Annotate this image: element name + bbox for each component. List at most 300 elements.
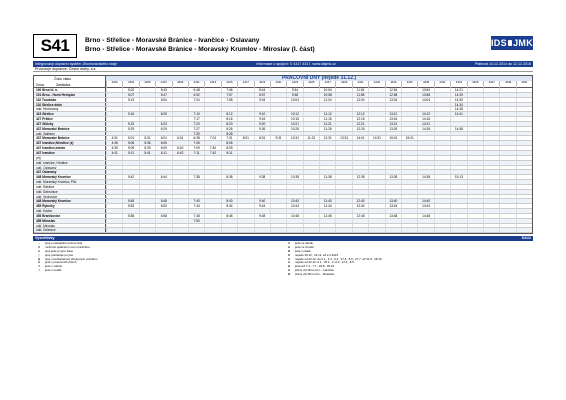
time-cell xyxy=(434,161,450,165)
time-cell xyxy=(401,170,417,174)
legend-text: možnost uplatnění vozu umožněno xyxy=(45,246,90,250)
time-cell: 11:44 xyxy=(319,204,335,208)
time-cell xyxy=(139,93,155,97)
time-cell xyxy=(385,107,401,111)
time-cell xyxy=(122,132,138,136)
time-cell xyxy=(335,141,351,145)
time-cell xyxy=(303,190,319,194)
time-cell xyxy=(467,170,483,174)
time-cell xyxy=(254,146,270,150)
time-cell xyxy=(434,146,450,150)
time-cell: 9:48 xyxy=(254,214,270,218)
stop-label: 427 Silůvky xyxy=(36,121,54,126)
time-cell xyxy=(368,98,384,102)
timetable-rows xyxy=(34,88,532,233)
route-line-1: Brno - Střelice - Moravské Bránice - Ivančice - Oslavany xyxy=(85,37,260,44)
time-cell xyxy=(434,103,450,107)
time-cell xyxy=(139,122,155,126)
time-cell xyxy=(417,180,433,184)
time-cell xyxy=(204,156,220,160)
time-cell xyxy=(286,190,302,194)
time-cell xyxy=(385,151,401,155)
trip-number: 4451 xyxy=(516,81,532,88)
time-cell xyxy=(516,112,532,116)
time-cell xyxy=(319,151,335,155)
time-cell xyxy=(385,170,401,174)
time-cell xyxy=(319,107,335,111)
time-cell xyxy=(483,156,499,160)
time-cell xyxy=(516,228,532,232)
time-cell xyxy=(352,219,368,223)
time-cell xyxy=(499,136,515,140)
time-cell xyxy=(467,156,483,160)
trip-number: 4401 xyxy=(106,81,122,88)
time-cell xyxy=(352,185,368,189)
time-cell xyxy=(303,98,319,102)
stop-name xyxy=(34,146,106,150)
time-cell xyxy=(352,151,368,155)
time-cell xyxy=(122,156,138,160)
time-cell xyxy=(516,93,532,97)
time-cell xyxy=(368,180,384,184)
grid-header xyxy=(34,76,532,88)
time-cell xyxy=(221,156,237,160)
time-cell xyxy=(204,107,220,111)
time-cell xyxy=(139,170,155,174)
time-cell xyxy=(254,209,270,213)
time-cell xyxy=(155,117,171,121)
time-cell xyxy=(172,166,188,170)
time-cell xyxy=(368,103,384,107)
time-cell xyxy=(319,190,335,194)
time-cell xyxy=(122,224,138,228)
stop-name xyxy=(34,219,106,223)
time-cell xyxy=(155,224,171,228)
time-cell xyxy=(303,93,319,97)
time-cell xyxy=(385,103,401,107)
time-cell xyxy=(221,170,237,174)
time-cell: 10:31 xyxy=(286,136,302,140)
time-cell xyxy=(237,190,253,194)
time-cell: 10:40 xyxy=(286,199,302,203)
time-cell xyxy=(368,195,384,199)
time-cell: 9:34 xyxy=(286,88,302,92)
time-cell xyxy=(368,93,384,97)
time-cell xyxy=(516,122,532,126)
time-cell xyxy=(237,122,253,126)
time-cell xyxy=(467,195,483,199)
time-cell xyxy=(467,209,483,213)
stop-name xyxy=(34,107,106,111)
time-cell xyxy=(270,204,286,208)
table-row xyxy=(34,228,532,233)
time-cell xyxy=(368,219,384,223)
time-cell xyxy=(499,122,515,126)
time-cell xyxy=(106,161,122,165)
time-cell xyxy=(352,209,368,213)
time-cell: 7:09 xyxy=(188,146,204,150)
time-cell: 7:46 xyxy=(221,88,237,92)
time-cell xyxy=(172,190,188,194)
time-cell xyxy=(516,166,532,170)
time-cell: 10:21 xyxy=(286,122,302,126)
time-cell xyxy=(139,195,155,199)
time-cell xyxy=(139,132,155,136)
time-cell xyxy=(204,93,220,97)
time-cell xyxy=(450,228,466,232)
time-cell xyxy=(434,98,450,102)
trip-number: 4425 xyxy=(303,81,319,88)
time-cell xyxy=(417,195,433,199)
time-cell xyxy=(483,141,499,145)
time-cell xyxy=(450,151,466,155)
time-cell xyxy=(385,190,401,194)
timetable-grid xyxy=(33,75,533,234)
time-cell xyxy=(467,146,483,150)
time-cell: 5:07 xyxy=(122,93,138,97)
time-cell xyxy=(139,204,155,208)
time-cell xyxy=(319,103,335,107)
time-cell: 5:41 xyxy=(139,151,155,155)
time-cell xyxy=(352,146,368,150)
time-cell xyxy=(303,204,319,208)
time-cell xyxy=(106,199,122,203)
time-cell xyxy=(450,219,466,223)
time-cell xyxy=(188,180,204,184)
time-cell: 10:04 xyxy=(286,98,302,102)
time-cell: 12:12 xyxy=(352,112,368,116)
time-cell xyxy=(106,209,122,213)
time-cell xyxy=(319,224,335,228)
time-cell: 13:12 xyxy=(385,112,401,116)
time-cell: 6:48 xyxy=(188,88,204,92)
time-cell xyxy=(417,146,433,150)
time-cell xyxy=(401,180,417,184)
time-cell xyxy=(106,112,122,116)
time-cell xyxy=(172,132,188,136)
time-cell: 11:58 xyxy=(352,93,368,97)
time-cell: 10:58 xyxy=(319,93,335,97)
time-cell: 7:01 xyxy=(204,136,220,140)
time-cell: 13:31 xyxy=(335,136,351,140)
time-cell xyxy=(516,127,532,131)
time-cell xyxy=(335,175,351,179)
time-cell: 14:38 xyxy=(450,107,466,111)
time-cell xyxy=(499,161,515,165)
time-cell xyxy=(385,146,401,150)
time-cell: 14:58 xyxy=(450,127,466,131)
time-cell xyxy=(499,180,515,184)
time-cell xyxy=(401,161,417,165)
time-cell xyxy=(270,209,286,213)
time-cell xyxy=(204,98,220,102)
stop-label: 100 Brno hl. n. xyxy=(36,88,58,92)
time-cell xyxy=(254,156,270,160)
time-cell xyxy=(335,112,351,116)
time-cell xyxy=(155,219,171,223)
time-cell: 12:44 xyxy=(352,204,368,208)
time-cell xyxy=(401,204,417,208)
time-cell xyxy=(106,190,122,194)
legend-symbol: ⊗ xyxy=(287,249,291,253)
time-cell xyxy=(499,88,515,92)
legend-text: jede též 7.4., 7.7., 29.8., 29.10. xyxy=(295,265,335,269)
time-cell xyxy=(139,166,155,170)
time-cell xyxy=(172,185,188,189)
time-cell xyxy=(204,132,220,136)
time-cell: 12:54 xyxy=(385,88,401,92)
time-cell xyxy=(368,117,384,121)
time-cell xyxy=(335,166,351,170)
time-cell xyxy=(237,209,253,213)
time-cell xyxy=(417,190,433,194)
time-cell xyxy=(499,107,515,111)
time-cell xyxy=(270,107,286,111)
time-cell xyxy=(335,185,351,189)
time-cell xyxy=(401,175,417,179)
time-cell xyxy=(335,132,351,136)
legend-symbol: † xyxy=(38,268,40,272)
stop-name xyxy=(34,98,106,102)
header xyxy=(33,34,533,58)
time-cell xyxy=(106,117,122,121)
time-cell xyxy=(303,146,319,150)
time-cell: 8:09 xyxy=(221,146,237,150)
time-cell xyxy=(335,161,351,165)
time-cell xyxy=(401,209,417,213)
stop-name xyxy=(34,88,106,92)
time-cell xyxy=(483,224,499,228)
time-cell xyxy=(434,195,450,199)
time-cell xyxy=(385,132,401,136)
time-cell: 14:25 xyxy=(450,93,466,97)
time-cell xyxy=(385,228,401,232)
time-cell: 10:54 xyxy=(319,88,335,92)
time-cell: 9:04 xyxy=(254,98,270,102)
time-cell xyxy=(139,88,155,92)
time-cell xyxy=(188,185,204,189)
time-cell xyxy=(499,185,515,189)
time-cell: 6:05 xyxy=(155,112,171,116)
time-cell xyxy=(417,161,433,165)
legend-symbol: ⊖ xyxy=(287,246,291,250)
time-cell: 14:12 xyxy=(417,112,433,116)
time-cell: 13:16 xyxy=(385,117,401,121)
time-cell xyxy=(499,166,515,170)
time-cell xyxy=(467,112,483,116)
time-cell xyxy=(139,156,155,160)
time-cell: 9:26 xyxy=(254,127,270,131)
time-cell xyxy=(499,103,515,107)
time-cell xyxy=(499,117,515,121)
time-cell xyxy=(172,112,188,116)
trip-number: 4419 xyxy=(254,81,270,88)
time-cell: 13:40 xyxy=(385,199,401,203)
time-cell xyxy=(352,161,368,165)
time-cell xyxy=(254,132,270,136)
time-cell xyxy=(434,141,450,145)
time-cell xyxy=(122,161,138,165)
time-cell xyxy=(335,170,351,174)
time-cell xyxy=(434,219,450,223)
time-cell xyxy=(155,195,171,199)
time-cell xyxy=(335,98,351,102)
stop-name xyxy=(34,93,106,97)
stop-name xyxy=(34,170,106,174)
time-cell: 8:44 xyxy=(221,204,237,208)
time-cell xyxy=(155,107,171,111)
time-cell xyxy=(450,132,466,136)
time-cell xyxy=(172,175,188,179)
time-cell xyxy=(467,151,483,155)
time-cell xyxy=(286,166,302,170)
time-cell: 10:16 xyxy=(286,117,302,121)
trip-number: 4415 xyxy=(221,81,237,88)
time-cell xyxy=(368,190,384,194)
legend-text: přímý vůz Brno hl.n. - Boleslav xyxy=(295,272,335,276)
time-cell xyxy=(286,141,302,145)
time-cell xyxy=(270,132,286,136)
time-cell xyxy=(319,228,335,232)
time-cell xyxy=(335,209,351,213)
time-cell xyxy=(401,224,417,228)
time-cell: 9:20 xyxy=(254,122,270,126)
time-cell xyxy=(204,88,220,92)
time-cell xyxy=(499,127,515,131)
legend-symbol: ⊕ xyxy=(37,257,41,261)
time-cell: 11:12 xyxy=(319,112,335,116)
time-cell: 6:42 xyxy=(172,151,188,155)
time-cell xyxy=(335,122,351,126)
time-cell xyxy=(483,175,499,179)
time-cell xyxy=(270,219,286,223)
time-cell xyxy=(139,185,155,189)
time-cell xyxy=(303,151,319,155)
time-cell xyxy=(221,224,237,228)
time-cell xyxy=(155,161,171,165)
legend-text: spoj pokračuje po jiné xyxy=(45,253,73,257)
time-cell xyxy=(106,132,122,136)
stop-label: 110 Střelice dolní xyxy=(36,102,63,107)
time-cell: 8:31 xyxy=(254,136,270,140)
time-cell xyxy=(335,228,351,232)
time-cell xyxy=(286,219,302,223)
time-cell xyxy=(499,132,515,136)
time-cell: 8:06 xyxy=(221,141,237,145)
time-cell xyxy=(319,170,335,174)
time-cell xyxy=(450,185,466,189)
time-cell xyxy=(172,204,188,208)
stop-label: odd. Kadov xyxy=(36,209,53,213)
time-cell xyxy=(516,214,532,218)
time-cell xyxy=(254,219,270,223)
time-cell xyxy=(237,199,253,203)
trip-number: 4423 xyxy=(286,81,302,88)
time-cell xyxy=(368,224,384,228)
time-cell: 5:54 xyxy=(155,98,171,102)
time-cell xyxy=(368,146,384,150)
time-cell xyxy=(450,141,466,145)
time-cell xyxy=(450,122,466,126)
time-cell xyxy=(368,88,384,92)
legend-text: nejede od 22.12. do 2.1., 3.4., 6.4., 27.4., 8.5., 27.7. až 31.8., 28.10. xyxy=(295,257,383,261)
time-cell xyxy=(417,166,433,170)
time-cell: 13:44 xyxy=(385,204,401,208)
trip-number: 4447 xyxy=(483,81,499,88)
time-cell xyxy=(254,141,270,145)
time-cell xyxy=(401,156,417,160)
trip-number: 4429 xyxy=(335,81,351,88)
time-cell xyxy=(467,180,483,184)
time-cell: 11:04 xyxy=(319,98,335,102)
time-cell xyxy=(352,228,368,232)
time-cell xyxy=(204,117,220,121)
time-cell xyxy=(270,185,286,189)
time-cell: 12:04 xyxy=(352,98,368,102)
stop-name xyxy=(34,185,106,189)
time-cell xyxy=(467,88,483,92)
time-cell xyxy=(221,195,237,199)
time-cell: 5:42 xyxy=(122,175,138,179)
timetable-page xyxy=(33,34,533,276)
time-cell xyxy=(139,175,155,179)
legend-text: nejede 30.12., 31.12. až 2.1.2015 xyxy=(295,253,339,257)
time-cell: 12:26 xyxy=(352,127,368,131)
stop-label: odd. Rakšice xyxy=(36,184,55,189)
time-cell xyxy=(286,132,302,136)
legend-text: jede v pátek xyxy=(295,249,311,253)
time-cell xyxy=(499,146,515,150)
time-cell xyxy=(450,161,466,165)
time-cell xyxy=(385,209,401,213)
time-cell: 8:48 xyxy=(221,214,237,218)
time-cell xyxy=(139,117,155,121)
time-cell xyxy=(483,180,499,184)
time-cell xyxy=(450,180,466,184)
time-cell: 9:38 xyxy=(254,175,270,179)
legend-title: Vysvětlivky xyxy=(35,236,55,241)
time-cell xyxy=(467,127,483,131)
time-cell: 9:38 xyxy=(286,93,302,97)
time-cell xyxy=(417,141,433,145)
stop-name xyxy=(34,166,106,170)
time-cell xyxy=(172,219,188,223)
time-cell xyxy=(204,161,220,165)
time-cell xyxy=(172,141,188,145)
time-cell: 11:40 xyxy=(319,199,335,203)
time-cell: 8:11 xyxy=(221,151,237,155)
time-cell xyxy=(368,127,384,131)
time-cell xyxy=(254,107,270,111)
time-cell xyxy=(204,228,220,232)
time-cell: 14:04 xyxy=(417,98,433,102)
stop-name xyxy=(34,190,106,194)
time-cell: 7:30 xyxy=(188,132,204,136)
info-left: Integrovaný dopravní systém Jihomoravského kraje xyxy=(35,62,118,66)
time-cell xyxy=(188,156,204,160)
time-cell xyxy=(467,224,483,228)
time-cell xyxy=(155,228,171,232)
trip-number: 4407 xyxy=(155,81,171,88)
time-cell xyxy=(385,185,401,189)
time-cell xyxy=(368,151,384,155)
time-cell xyxy=(270,190,286,194)
time-cell xyxy=(221,161,237,165)
stop-name xyxy=(34,136,106,140)
stops-header xyxy=(34,76,106,87)
time-cell: 7:40 xyxy=(188,199,204,203)
time-cell xyxy=(319,185,335,189)
